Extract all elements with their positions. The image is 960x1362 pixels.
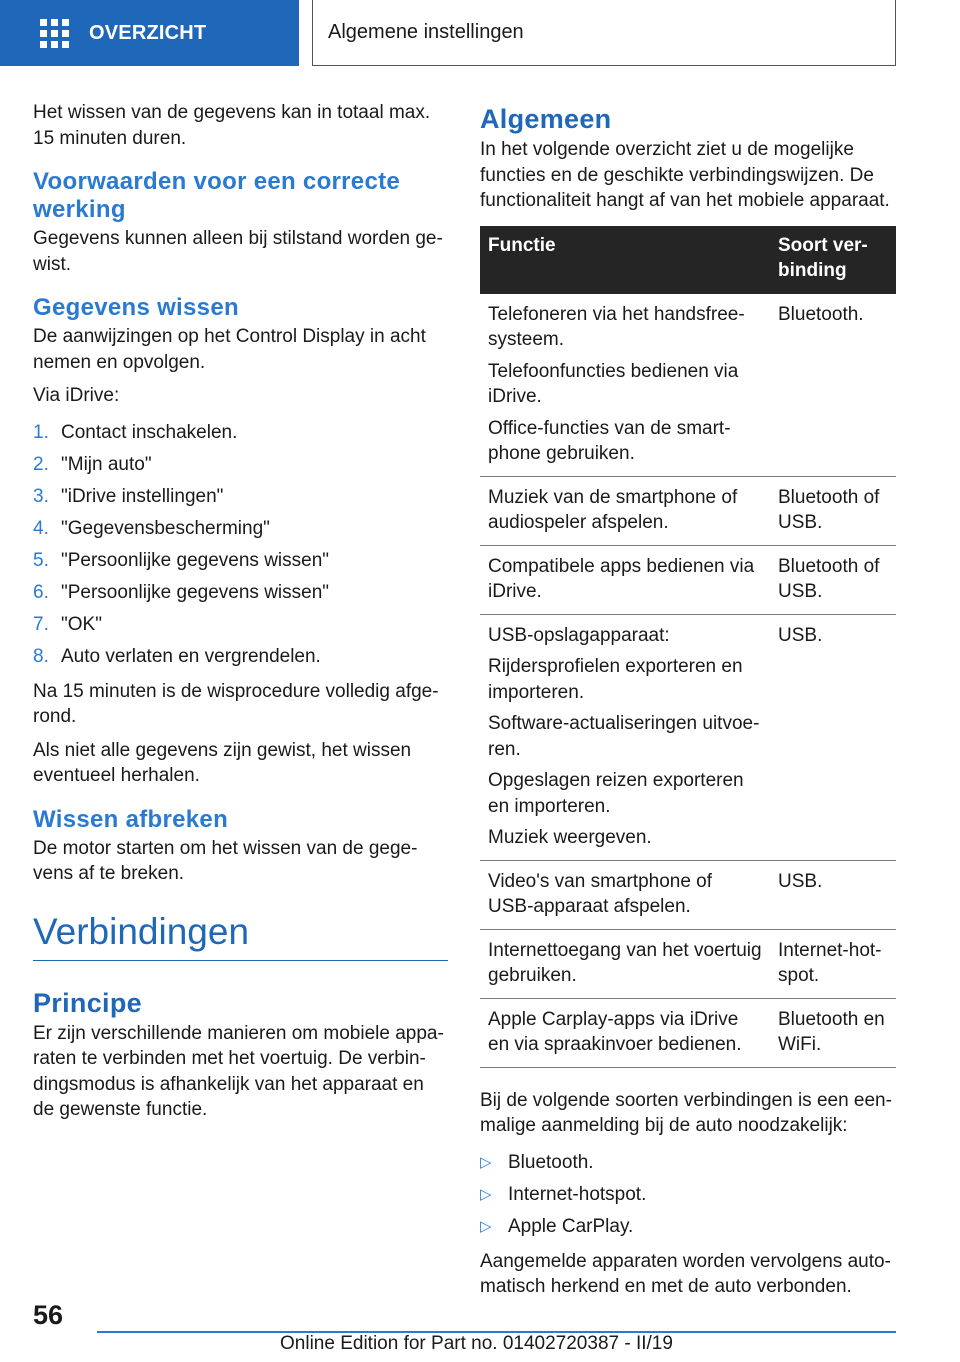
cell-soort: Bluetooth of USB. — [770, 545, 896, 614]
after-steps-text: Na 15 minuten is de wisprocedure volledig afge‐rond. — [33, 680, 439, 727]
voorwaarden-heading: Voorwaarden voor een correcte werking — [33, 168, 401, 223]
table-row — [480, 998, 896, 1067]
list-item: 3. "iDrive instellingen" — [33, 485, 224, 507]
list-item: ▷ Apple CarPlay. — [480, 1211, 896, 1243]
list-item: 1. Contact inschakelen. — [33, 421, 238, 443]
cell-soort: Bluetooth en WiFi. — [770, 998, 896, 1067]
list-item: ▷ Bluetooth. — [480, 1147, 896, 1179]
cell-functie: Telefoneren via het handsfree‐systeem. Telefoonfuncties bedienen via iDrive. Office-functies van de smart‐phone gebruiken. — [480, 294, 770, 477]
table-row — [480, 614, 896, 860]
cell-functie: Video's van smartphone of USB-apparaat afspelen. — [480, 860, 770, 929]
cell-soort: USB. — [770, 860, 896, 929]
triangle-bullet-icon: ▷ — [480, 1185, 492, 1203]
list-item: 2. "Mijn auto" — [33, 453, 152, 475]
right-column — [480, 103, 896, 1308]
list-item: 7. "OK" — [33, 613, 102, 635]
algemeen-heading: Algemeen — [480, 104, 612, 134]
list-item: 5. "Persoonlijke gegevens wissen" — [33, 549, 330, 571]
principe-text: Er zijn verschillende manieren om mobiele appa‐raten te verbinden met het voertuig. De verbin‐dingsmodus is afhankelijk van het apparaat en de gewenste functie. — [33, 1022, 444, 1120]
cell-soort: Bluetooth. — [770, 294, 896, 477]
cell-soort: USB. — [770, 614, 896, 860]
cell-functie: Apple Carplay-apps via iDrive en via spraakinvoer bedienen. — [480, 998, 770, 1067]
afbreken-heading: Wissen afbreken — [33, 805, 229, 833]
via-idrive-text: Via iDrive: — [33, 385, 120, 406]
triangle-bullet-icon: ▷ — [480, 1153, 492, 1171]
column-header-functie: Functie — [480, 226, 770, 294]
cell-functie: Internettoegang van het voertuig gebruiken. — [480, 929, 770, 998]
left-column — [33, 100, 448, 1131]
table-row — [480, 476, 896, 545]
table-row — [480, 929, 896, 998]
after-table-text: Bij de volgende soorten verbindingen is een een‐malige aanmelding bij de auto noodzakelijk: — [480, 1089, 892, 1136]
cell-functie: USB-opslagapparaat: Rijdersprofielen exporteren en importeren. Software-actualiseringen uitvoe‐ren. Opgeslagen reizen exporteren en importeren. Muziek weergeven. — [480, 614, 770, 860]
overview-tab-label: OVERZICHT — [89, 21, 207, 44]
intro-text: Het wissen van de gegevens kan in totaal max. 15 minuten duren. — [33, 102, 431, 149]
algemeen-text: In het volgende overzicht ziet u de mogelijke functies en de geschikte verbindingswijzen. De functionaliteit hangt af van het mobiele apparaat. — [480, 139, 890, 211]
wissen-text: De aanwijzingen op het Control Display in acht nemen en opvolgen. — [33, 326, 426, 373]
closing-text: Aangemelde apparaten worden vervolgens auto‐matisch herkend en met de auto verbonden. — [480, 1250, 891, 1297]
cell-soort: Bluetooth of USB. — [770, 476, 896, 545]
connection-types-list — [480, 1147, 896, 1243]
list-item: 8. Auto verlaten en vergrendelen. — [33, 645, 321, 667]
cell-functie: Compatibele apps bedienen via iDrive. — [480, 545, 770, 614]
triangle-bullet-icon: ▷ — [480, 1217, 492, 1235]
wissen-heading: Gegevens wissen — [33, 294, 239, 321]
steps-list — [33, 417, 448, 673]
edition-text: Online Edition for Part no. 01402720387 - II/19 — [280, 1333, 673, 1354]
afbreken-text: De motor starten om het wissen van de gege‐vens af te breken. — [33, 837, 418, 884]
breadcrumb — [312, 0, 896, 66]
list-item: ▷ Internet-hotspot. — [480, 1179, 896, 1211]
table-row — [480, 860, 896, 929]
section-title: Verbindingen — [33, 911, 448, 961]
connections-table — [480, 226, 896, 1068]
principe-heading: Principe — [33, 987, 142, 1018]
breadcrumb-label: Algemene instellingen — [328, 21, 524, 43]
grid-menu-icon — [40, 19, 69, 48]
table-header-row — [480, 226, 896, 294]
list-item: 6. "Persoonlijke gegevens wissen" — [33, 581, 330, 603]
overview-tab[interactable] — [0, 0, 299, 66]
repeat-text: Als niet alle gegevens zijn gewist, het wissen eventueel herhalen. — [33, 739, 412, 786]
cell-soort: Internet-hot‐spot. — [770, 929, 896, 998]
column-header-soort: Soort ver‐binding — [770, 226, 896, 294]
page-number: 56 — [33, 1300, 64, 1330]
table-row — [480, 545, 896, 614]
table-row — [480, 294, 896, 477]
voorwaarden-text: Gegevens kunnen alleen bij stilstand worden ge‐wist. — [33, 228, 443, 275]
cell-functie: Muziek van de smartphone of audiospeler afspelen. — [480, 476, 770, 545]
list-item: 4. "Gegevensbescherming" — [33, 517, 270, 539]
